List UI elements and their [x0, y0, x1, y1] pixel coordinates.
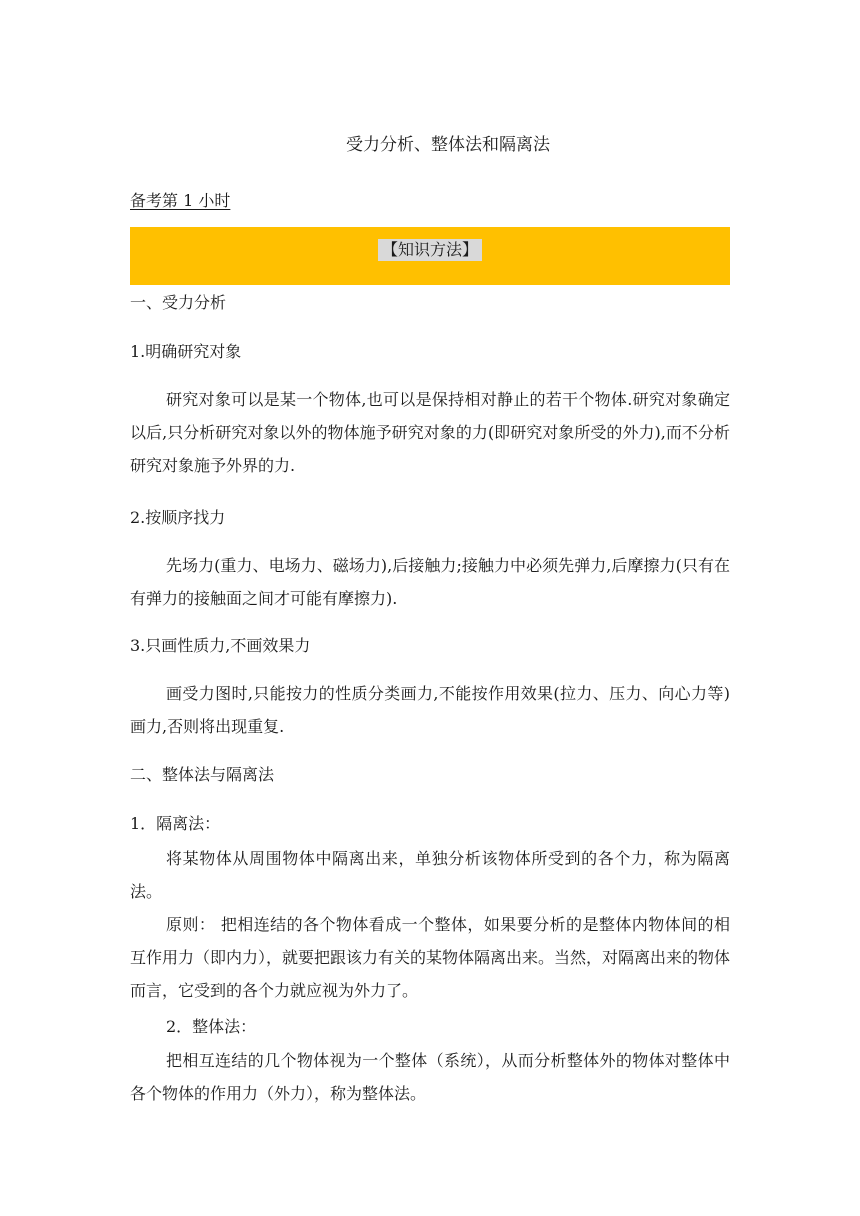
- banner-label: 【知识方法】: [378, 239, 482, 261]
- item-heading-whole: 2．整体法：: [166, 1017, 257, 1036]
- paragraph-whole: 把相互连结的几个物体视为一个整体（系统），从而分析整体外的物体对整体中各个物体的作用力（外力），称为整体法。: [130, 1051, 730, 1103]
- section-heading-whole-isolation: 二、整体法与隔离法: [130, 765, 275, 784]
- document-title: 受力分析、整体法和隔离法: [346, 135, 550, 155]
- paragraph-property-force: 画受力图时,只能按力的性质分类画力,不能按作用效果(拉力、压力、向心力等)画力,否则将出现重复.: [130, 684, 730, 736]
- paragraph-research-object: 研究对象可以是某一个物体,也可以是保持相对静止的若干个物体.研究对象确定以后,只分析研究对象以外的物体施予研究对象的力(即研究对象所受的外力),而不分析研究对象施予外界的力.: [130, 390, 730, 475]
- item-heading-research-object: 1.明确研究对象: [130, 342, 242, 361]
- item-heading-order: 2.按顺序找力: [130, 508, 226, 527]
- item-heading-isolation: 1．隔离法：: [130, 814, 221, 833]
- section-banner: [130, 227, 730, 285]
- item-heading-property-force: 3.只画性质力,不画效果力: [130, 636, 311, 655]
- section-heading-force-analysis: 一、受力分析: [130, 293, 227, 312]
- paragraph-order: 先场力(重力、电场力、磁场力),后接触力;接触力中必须先弹力,后摩擦力(只有在有弹力的接触面之间才可能有摩擦力).: [130, 556, 730, 608]
- paragraph-isolation-principle: 原则： 把相连结的各个物体看成一个整体，如果要分析的是整体内物体间的相互作用力（即内力），就要把跟该力有关的某物体隔离出来。当然，对隔离出来的物体而言，它受到的各个力就应视为外力了。: [130, 915, 731, 1000]
- document-subheading: 备考第 1 小时: [130, 191, 231, 210]
- paragraph-isolation: 将某物体从周围物体中隔离出来，单独分析该物体所受到的各个力，称为隔离法。: [130, 849, 730, 901]
